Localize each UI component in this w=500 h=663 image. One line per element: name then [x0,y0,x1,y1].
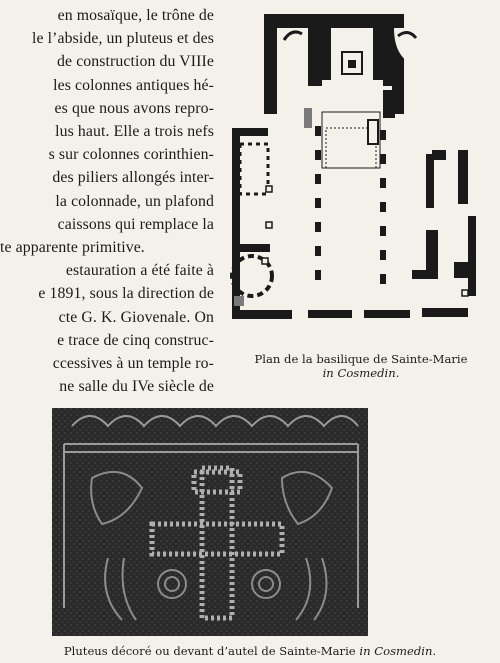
basilica-floor-plan-figure [222,0,500,392]
body-text-line: cte G. K. Giovenale. On [58,308,214,326]
body-text-line: te apparente primitive. [0,239,145,257]
basilica-floor-plan-drawing [222,0,500,350]
plan-caption-italic: in Cosmedin. [322,366,400,380]
body-text-line: la colonnade, un plafond [55,192,214,210]
body-text-line: les colonnes antiques hé- [53,76,214,94]
body-text-line: e 1891, sous la direction de [38,285,214,303]
body-text-line: caissons qui remplace la [57,215,214,233]
body-text-column [0,4,214,398]
body-text-line: de construction du VIIIe [57,53,214,71]
relief-caption [0,644,500,658]
body-text-line: estauration a été faite à [65,262,214,280]
body-text-line: des piliers allongés inter- [52,169,214,187]
body-text-line: ccessives à un temple ro- [52,355,214,373]
plan-caption [222,352,500,380]
body-text-line: es que nous avons repro- [54,99,214,117]
pluteus-relief-photo [52,408,368,636]
body-text-line: ne salle du IVe siècle de [59,378,214,396]
body-text-line: e trace de cinq construc- [57,331,214,349]
relief-caption-italic: in Cosmedin. [359,644,437,658]
pluteus-relief-figure [52,408,368,636]
relief-caption-main: Pluteus décoré ou devant d’autel de Sainte-Marie [63,644,360,658]
body-text-line: le l’abside, un pluteus et des [32,30,214,48]
body-text-line: lus haut. Elle a trois nefs [55,123,214,141]
body-text-line: en mosaïque, le trône de [57,7,214,24]
plan-caption-title: Plan de la basilique de Sainte-Marie [254,352,468,366]
body-text-line: s sur colonnes corinthien- [48,146,214,164]
